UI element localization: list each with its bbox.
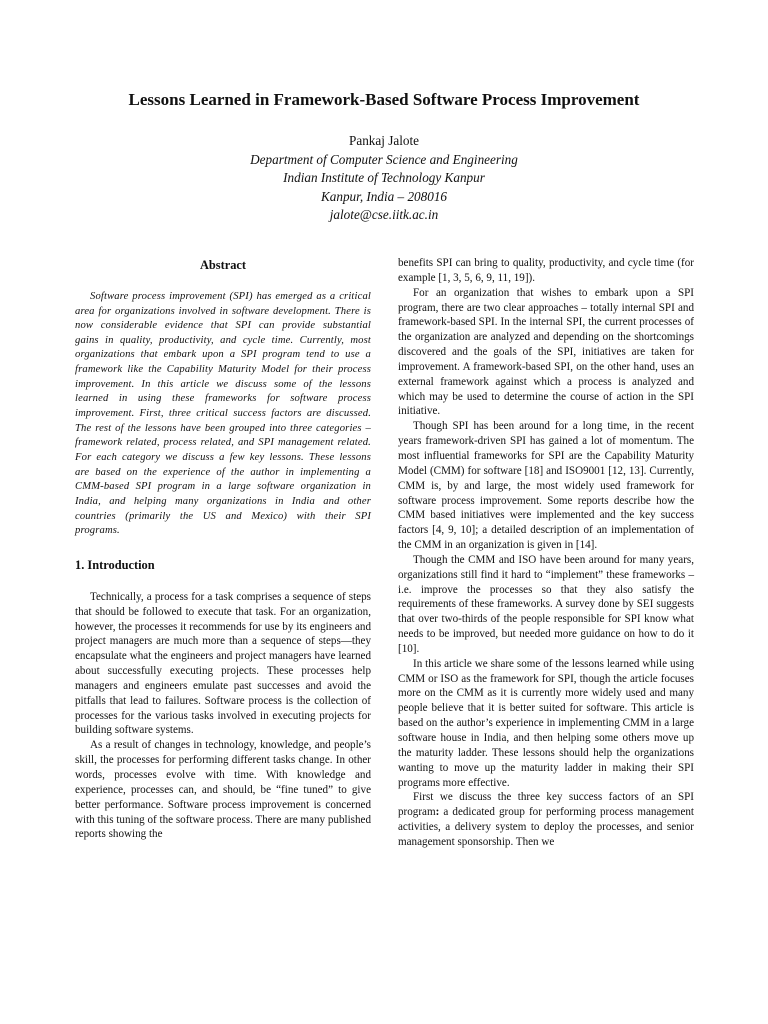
intro-paragraph-last <box>398 790 694 849</box>
abstract-text: Software process improvement (SPI) has emerged as a critical area for organizations involved in software development. There is now considerable evidence that SPI can provide substantial gains in quality, productivity, and cycle time. Currently, most organizations that embark upon a SPI program tend to use a framework like the Capability Maturity Model for their process improvement. In this article we discuss some of the lessons learned in using these frameworks for software process improvement. First, three critical success factors are discussed. The rest of the lessons have been grouped into three categories – framework related, process related, and SPI management related. For each category we discuss a few key lessons. These lessons are based on the experience of the author in implementing a CMM-based SPI program in a large software organization in India, and helping many organizations in India and other countries (primarily the US and Mexico) with their SPI programs. <box>75 290 372 537</box>
abstract-heading: Abstract <box>199 258 247 272</box>
intro-paragraph: Though the CMM and ISO have been around for many years, organizations still find it hard to “implement” these frameworks – i.e. improve the processes so that they also satisfy the requirements of these frameworks. A survey done by SEI suggests that over two-thirds of the people responsible for SPI know what needs to be improved, but needed more guidance on how to do it [10]. <box>398 553 694 655</box>
section-heading-introduction: 1. Introduction <box>75 558 155 572</box>
intro-paragraph: For an organization that wishes to embark upon a SPI program, there are two clear approaches – totally internal SPI and framework-based SPI. In the internal SPI, the current processes of the organization are analyzed and depending on the shortcomings discovered and the goals of the SPI, initiatives are taken for improvement. A framework-based SPI, on the other hand, uses an external framework against which a process is analyzed and which may be used to determine the course of action in the SPI initiative. <box>398 286 694 418</box>
intro-paragraph: As a result of changes in technology, knowledge, and people’s skill, the processes for performing different tasks change. In other words, processes evolve with time. With knowledge and experience, processes can, and should, be “fine tuned” to give better performance. Software process improvement is concerned with this tuning of the software process. There are many published reports showing the <box>75 739 371 841</box>
intro-continuation: benefits SPI can bring to quality, productivity, and cycle time (for example [1, 3, 5, 6, 9, 11, 19]). <box>398 257 694 284</box>
last-paragraph-colon: : <box>435 806 440 819</box>
author-name: Pankaj Jalote <box>349 133 419 148</box>
affiliation-department: Department of Computer Science and Engineering <box>250 151 518 167</box>
left-column <box>75 256 371 842</box>
intro-paragraph: Technically, a process for a task comprises a sequence of steps that should be followed to execute that task. For an organization, however, the processes it recommends for use by its engineers and project managers are much more than a sequence of steps—they encapsulate what the engineers and project managers have learned about successfully executing projects. These processes help managers and engineers emulate past successes and avoid the pitfalls that lead to failures. Software process is the collection of processes for the various tasks involved in executing projects for building software systems. <box>75 590 371 737</box>
intro-paragraph: Though SPI has been around for a long time, in the recent years framework-driven SPI has gained a lot of momentum. The most influential frameworks for SPI are the Capability Maturity Model (CMM) for software [18] and ISO9001 [12, 13]. Currently, CMM is, by and large, the most widely used framework for software process improvement. Some reports describe how the CMM based initiatives were implemented and the key success factors [4, 9, 10]; a detailed description of an implementation of the CMM in an organization is given in [14]. <box>398 420 694 552</box>
paper-title: Lessons Learned in Framework-Based Software Process Improvement <box>128 90 640 109</box>
last-paragraph-end: a dedicated group for performing process management activities, a delivery system to deploy the processes, and senior management sponsorship. Then we <box>398 806 694 848</box>
affiliation-institute: Indian Institute of Technology Kanpur <box>283 170 485 185</box>
author-block <box>0 132 768 225</box>
affiliation-location: Kanpur, India – 208016 <box>320 188 448 204</box>
last-paragraph-start: First we discuss the three key success factors of an SPI program <box>398 791 694 819</box>
author-email: jalote@cse.iitk.ac.in <box>329 207 439 222</box>
right-column <box>398 256 694 850</box>
intro-paragraph: In this article we share some of the lessons learned while using CMM or ISO as the framework for SPI, though the article focuses more on the CMM as it is currently more widely used and many people believe that it is better suited for software. This article is based on the author’s experience in implementing CMM in a large software house in India, and then helping some others move up the maturity ladder. These lessons should help the organizations wanting to move up the maturity ladder in making their SPI programs more effective. <box>398 657 694 789</box>
